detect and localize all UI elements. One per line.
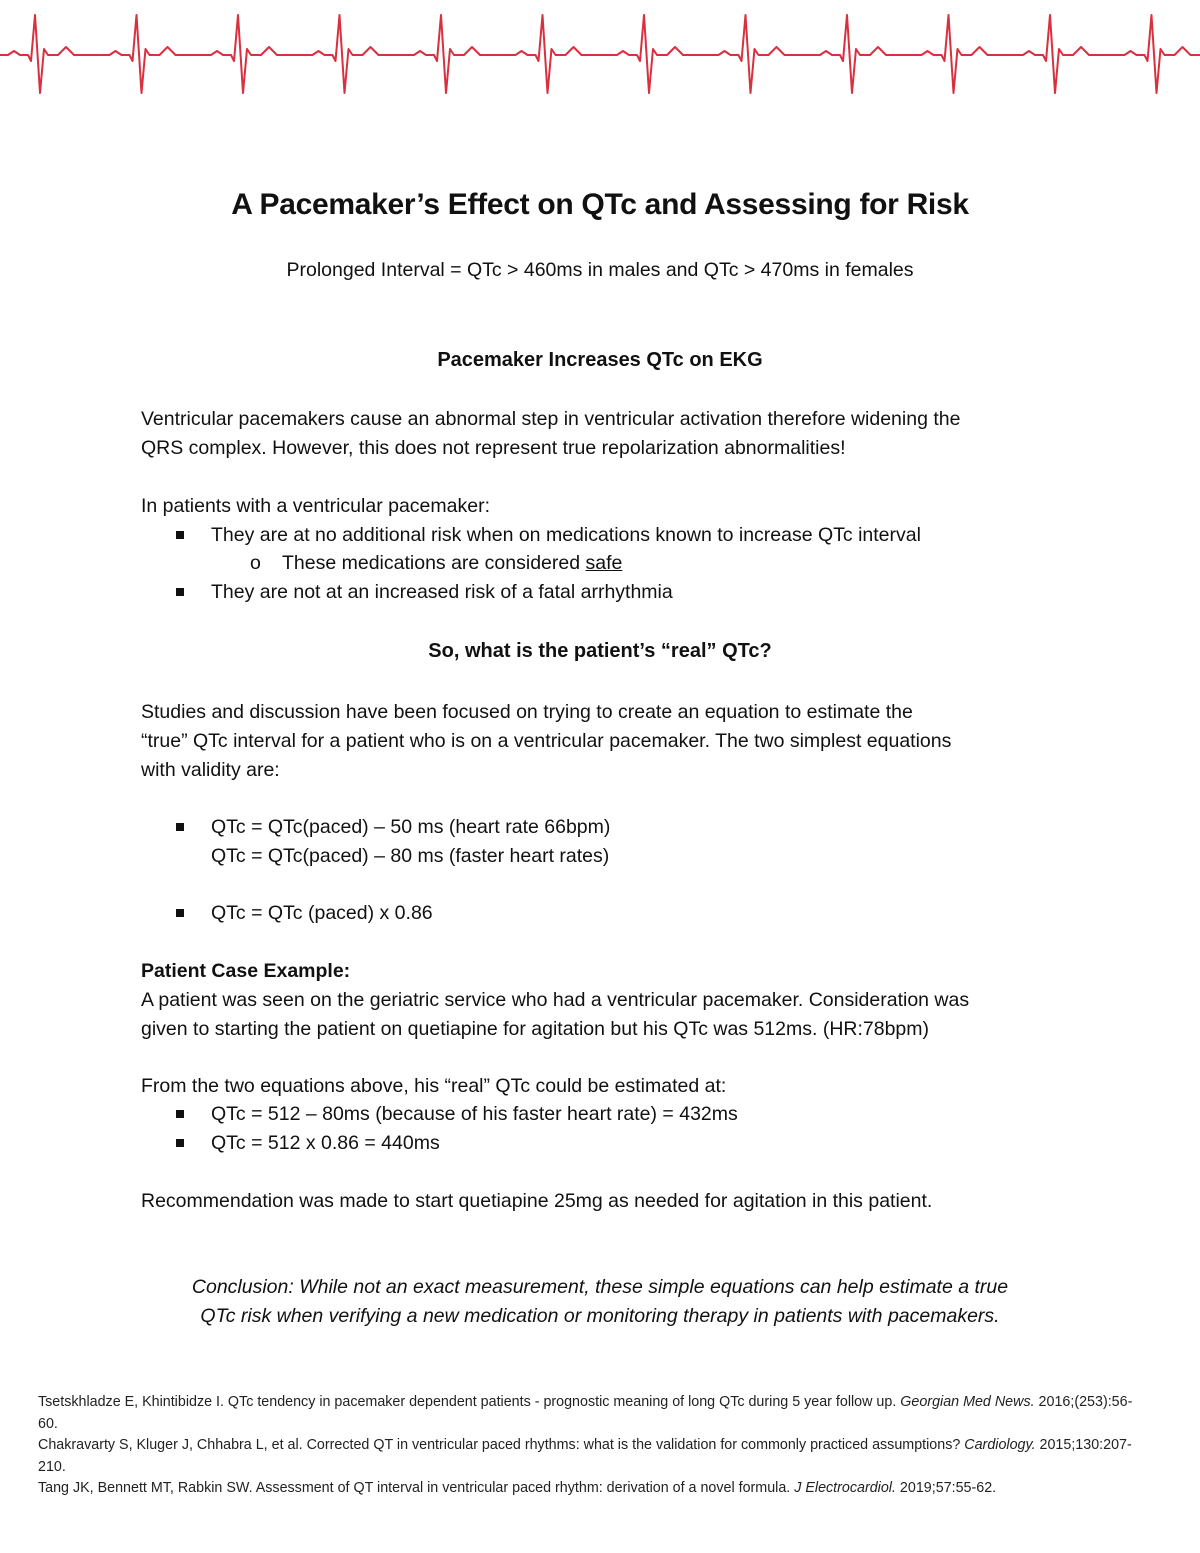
estimate-item: QTc = 512 – 80ms (because of his faster heart rate) = 432ms bbox=[211, 1103, 738, 1125]
reference-citation: 2016;(253):56-60. bbox=[38, 1394, 1133, 1432]
sub-list-item-text: These medications are considered bbox=[282, 552, 586, 574]
reference-citation: 2019;57:55-62. bbox=[895, 1480, 997, 1496]
reference-text: Chakravarty S, Kluger J, Chhabra L, et al. Corrected QT in ventricular paced rhythms: what is the validation for commonly practiced assumptions? bbox=[38, 1437, 965, 1453]
references bbox=[38, 1392, 1148, 1500]
square-bullet-icon bbox=[175, 823, 185, 833]
paragraph-line: Studies and discussion have been focused on trying to create an equation to estimate the bbox=[141, 701, 913, 723]
reference-text: Tang JK, Bennett MT, Rabkin SW. Assessment of QT interval in ventricular paced rhythm: derivation of a novel formula. bbox=[38, 1480, 795, 1496]
reference-text: Tsetskhladze E, Khintibidze I. QTc tendency in pacemaker dependent patients - prognostic meaning of long QTc during 5 year follow up. bbox=[38, 1394, 901, 1410]
conclusion-line: Conclusion: While not an exact measurement, these simple equations can help estimate a true bbox=[191, 1276, 1009, 1298]
section-heading-real-qtc: So, what is the patient’s “real” QTc? bbox=[428, 640, 772, 662]
ekg-waveform-line bbox=[0, 15, 1200, 93]
estimate-intro: From the two equations above, his “real” QTc could be estimated at: bbox=[141, 1075, 727, 1097]
list-intro: In patients with a ventricular pacemaker: bbox=[141, 495, 491, 517]
case-label: Patient Case Example: bbox=[141, 960, 351, 982]
estimate-item: QTc = 512 x 0.86 = 440ms bbox=[211, 1132, 440, 1154]
equation-line: QTc = QTc(paced) – 80 ms (faster heart rates) bbox=[211, 845, 610, 867]
square-bullet-icon bbox=[175, 909, 185, 919]
paragraph-line: with validity are: bbox=[141, 759, 280, 781]
reference-item bbox=[38, 1392, 1148, 1435]
reference-journal: Georgian Med News. bbox=[900, 1394, 1035, 1410]
paragraph-line: “true” QTc interval for a patient who is on a ventricular pacemaker. The two simplest equations bbox=[141, 730, 952, 752]
square-bullet-icon bbox=[175, 1139, 185, 1149]
sub-list-item bbox=[282, 549, 622, 578]
list-item: They are not at an increased risk of a fatal arrhythmia bbox=[211, 581, 673, 603]
paragraph-line: Ventricular pacemakers cause an abnormal step in ventricular activation therefore widening the bbox=[141, 408, 961, 430]
reference-journal: Cardiology. bbox=[964, 1437, 1036, 1453]
reference-item bbox=[38, 1435, 1148, 1478]
reference-citation: 2015;130:207-210. bbox=[38, 1437, 1132, 1475]
prolonged-interval-definition: Prolonged Interval = QTc > 460ms in males and QTc > 470ms in females bbox=[286, 259, 914, 281]
reference-item bbox=[38, 1478, 1148, 1500]
conclusion bbox=[140, 1273, 1060, 1331]
circle-bullet-icon: o bbox=[250, 552, 261, 574]
square-bullet-icon bbox=[175, 531, 185, 541]
page-title: A Pacemaker’s Effect on QTc and Assessing for Risk bbox=[231, 188, 969, 221]
recommendation: Recommendation was made to start quetiapine 25mg as needed for agitation in this patient. bbox=[141, 1190, 933, 1212]
equation-line: QTc = QTc(paced) – 50 ms (heart rate 66bpm) bbox=[211, 816, 611, 838]
section-heading-pacemaker: Pacemaker Increases QTc on EKG bbox=[437, 349, 763, 371]
case-line: given to starting the patient on quetiapine for agitation but his QTc was 512ms. (HR:78bpm) bbox=[141, 1018, 930, 1040]
equation-line: QTc = QTc (paced) x 0.86 bbox=[211, 902, 433, 924]
square-bullet-icon bbox=[175, 1110, 185, 1120]
conclusion-line: QTc risk when verifying a new medication or monitoring therapy in patients with pacemakers. bbox=[200, 1305, 1000, 1327]
square-bullet-icon bbox=[175, 588, 185, 598]
case-line: A patient was seen on the geriatric service who had a ventricular pacemaker. Consideration was bbox=[141, 989, 970, 1011]
ekg-header-decoration bbox=[0, 0, 1200, 110]
reference-journal: J Electrocardiol. bbox=[794, 1480, 896, 1496]
list-item: They are at no additional risk when on medications known to increase QTc interval bbox=[211, 524, 921, 546]
safe-emphasis: safe bbox=[585, 552, 623, 574]
paragraph-line: QRS complex. However, this does not represent true repolarization abnormalities! bbox=[141, 437, 846, 459]
